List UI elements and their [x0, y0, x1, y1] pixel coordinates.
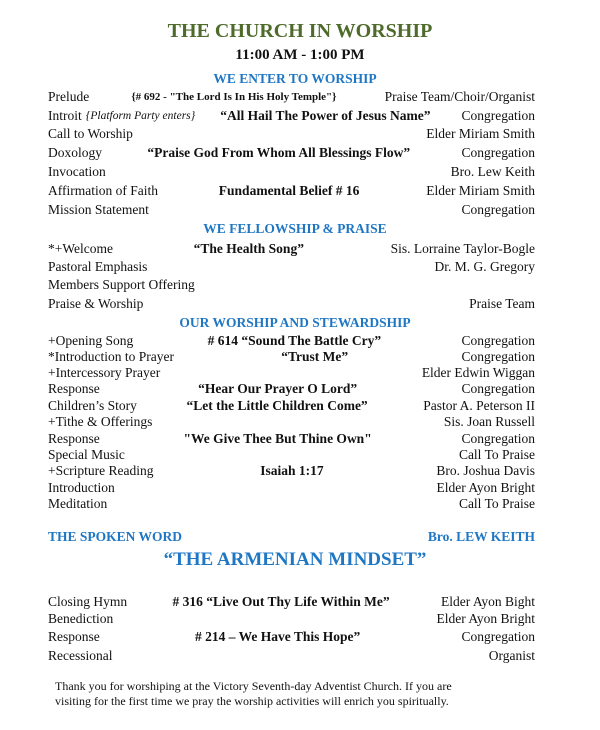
program-row — [48, 277, 535, 293]
item-person: Bro. Joshua Davis — [436, 463, 535, 478]
item-person: Congregation — [461, 333, 535, 348]
item-title: “Let the Little Children Come” — [186, 398, 368, 413]
item-person: Call To Praise — [458, 496, 535, 511]
item-label: Introit — [48, 108, 82, 123]
program-row — [48, 89, 535, 105]
spoken-word-label: THE SPOKEN WORD — [48, 529, 183, 544]
item-label: Meditation — [48, 496, 108, 511]
item-person: Elder Miriam Smith — [426, 183, 535, 198]
section-heading: OUR WORSHIP AND STEWARDSHIP — [179, 315, 411, 330]
item-note: {Platform Party enters} — [85, 110, 196, 122]
item-person: Congregation — [461, 381, 535, 396]
item-label: Closing Hymn — [48, 594, 128, 609]
item-title: {# 692 - "The Lord Is In His Holy Temple"} — [131, 91, 337, 103]
item-title: “Trust Me” — [281, 349, 349, 364]
program-row — [48, 414, 535, 430]
item-person: Praise Team — [469, 296, 535, 311]
item-person: Call To Praise — [458, 447, 535, 462]
item-label: Children’s Story — [48, 398, 137, 413]
item-person: Congregation — [461, 202, 535, 217]
item-person: Elder Edwin Wiggan — [421, 365, 535, 380]
item-person: Praise Team/Choir/Organist — [384, 89, 535, 104]
sermon-title: “THE ARMENIAN MINDSET” — [163, 549, 427, 570]
service-time: 11:00 AM - 1:00 PM — [235, 47, 365, 63]
item-label: +Tithe & Offerings — [48, 414, 153, 429]
item-label: Doxology — [48, 145, 102, 160]
item-label: +Scripture Reading — [48, 463, 154, 478]
item-label: Special Music — [48, 447, 125, 462]
item-person: Congregation — [461, 349, 535, 364]
item-person: Elder Ayon Bright — [436, 611, 535, 626]
program-row — [48, 398, 535, 414]
closing-row — [48, 629, 535, 645]
item-person: Sis. Joan Russell — [443, 414, 535, 429]
item-label: Praise & Worship — [48, 296, 144, 311]
program-row — [48, 349, 535, 365]
item-label: Benediction — [48, 611, 114, 626]
item-label: Introduction — [48, 480, 115, 495]
item-person: Congregation — [461, 431, 535, 446]
footer-line: visiting for the first time we pray the worship activities will enrich you spiritually. — [55, 694, 449, 708]
item-label: Recessional — [48, 648, 113, 663]
program-row — [48, 496, 535, 512]
item-label: Mission Statement — [48, 202, 149, 217]
program-row — [48, 431, 535, 447]
item-person: Elder Ayon Bright — [436, 480, 535, 495]
section-heading: WE FELLOWSHIP & PRAISE — [203, 221, 387, 236]
speaker: Bro. LEW KEITH — [427, 529, 535, 544]
item-person: Bro. Lew Keith — [450, 164, 535, 179]
program-row — [48, 126, 535, 142]
program-row — [48, 183, 535, 199]
program-row — [48, 241, 535, 257]
program-row — [48, 381, 535, 397]
item-title: “Praise God From Whom All Blessings Flow” — [147, 145, 411, 160]
item-title: “Hear Our Prayer O Lord” — [198, 381, 358, 396]
footer-line: Thank you for worshiping at the Victory Seventh-day Adventist Church. If you are — [55, 679, 452, 693]
item-label: Members Support Offering — [48, 277, 195, 292]
program-row — [48, 259, 535, 275]
item-person: Congregation — [461, 108, 535, 123]
closing-row — [48, 611, 535, 627]
item-person: Congregation — [461, 629, 535, 644]
item-label: *Introduction to Prayer — [48, 349, 174, 364]
item-label: Affirmation of Faith — [48, 183, 158, 198]
item-label: Pastoral Emphasis — [48, 259, 148, 274]
item-label: Response — [48, 381, 100, 396]
program-row — [48, 108, 535, 124]
item-label: Invocation — [48, 164, 106, 179]
item-person: Elder Miriam Smith — [426, 126, 535, 141]
item-person: Elder Ayon Bight — [440, 594, 535, 609]
item-label: Response — [48, 431, 100, 446]
program-row — [48, 202, 535, 218]
item-label: Call to Worship — [48, 126, 133, 141]
closing-row — [48, 594, 535, 610]
item-person: Pastor A. Peterson II — [423, 398, 535, 413]
program-title: THE CHURCH IN WORSHIP — [167, 20, 433, 42]
program-row — [48, 333, 535, 349]
item-person: Congregation — [461, 145, 535, 160]
item-title: Fundamental Belief # 16 — [218, 183, 360, 198]
spoken-word-row — [48, 529, 535, 545]
item-person: Dr. M. G. Gregory — [434, 259, 535, 274]
item-title: # 316 “Live Out Thy Life Within Me” — [172, 594, 390, 609]
item-label: Response — [48, 629, 100, 644]
item-label: +Intercessory Prayer — [48, 365, 161, 380]
program-row — [48, 145, 535, 161]
item-title: # 214 – We Have This Hope” — [194, 629, 361, 644]
item-title: "We Give Thee But Thine Own" — [183, 431, 372, 446]
program-row — [48, 365, 535, 381]
item-title: “The Health Song” — [193, 241, 304, 256]
closing-row — [48, 648, 535, 664]
program-row — [48, 480, 535, 496]
item-title: # 614 “Sound The Battle Cry” — [207, 333, 382, 348]
item-label: Prelude — [48, 89, 90, 104]
program-row — [48, 296, 535, 312]
item-label: *+Welcome — [48, 241, 114, 256]
item-label: +Opening Song — [48, 333, 134, 348]
item-person: Organist — [488, 648, 535, 663]
item-title: Isaiah 1:17 — [260, 463, 324, 478]
item-title: “All Hail The Power of Jesus Name” — [220, 108, 431, 123]
section-heading: WE ENTER TO WORSHIP — [213, 71, 377, 86]
program-row — [48, 447, 535, 463]
item-person: Sis. Lorraine Taylor-Bogle — [390, 241, 535, 256]
program-row — [48, 164, 535, 180]
program-row — [48, 463, 535, 479]
